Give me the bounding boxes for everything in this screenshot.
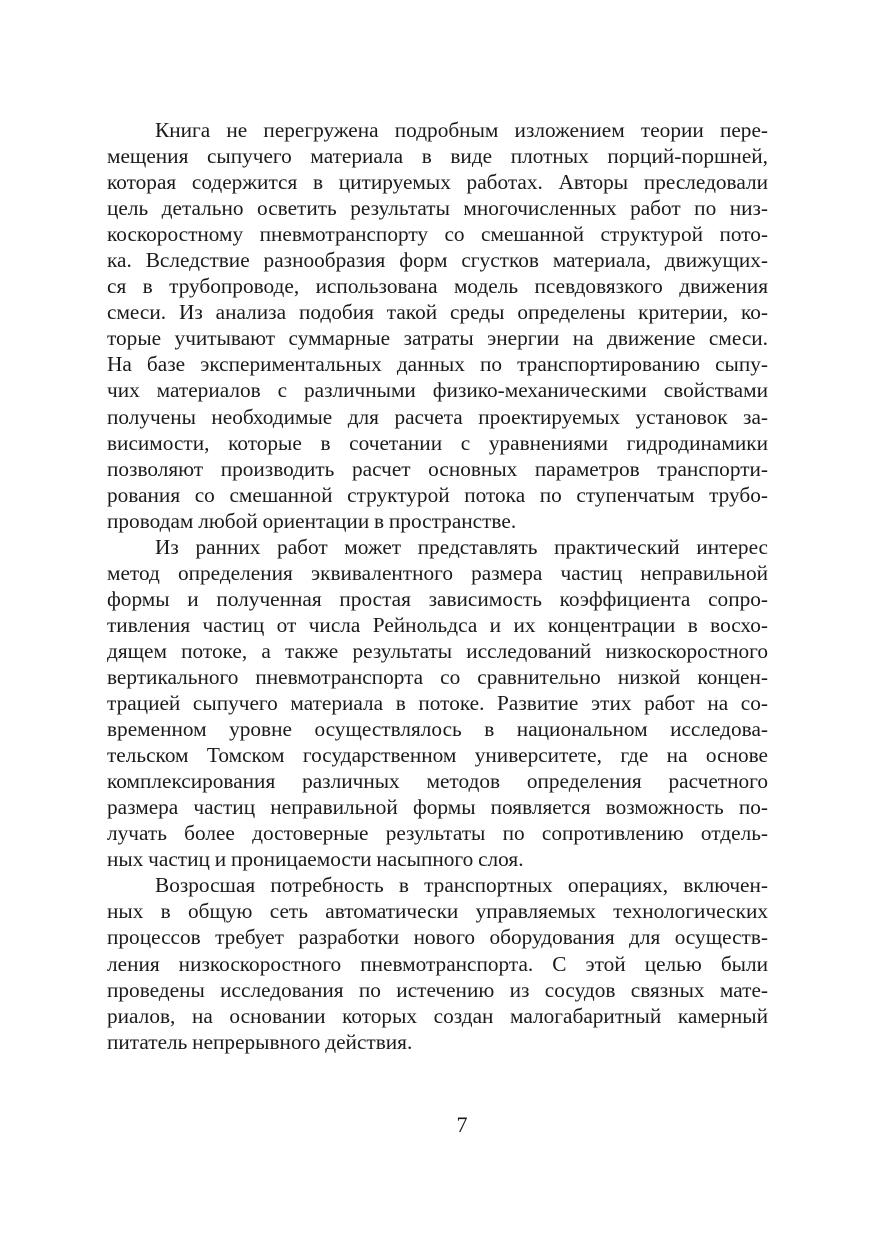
text-line: На базе экспериментальных данных по транспортированию сыпу-	[107, 352, 768, 377]
text-line: комплексирования различных методов определения расчетного	[107, 769, 768, 794]
text-line: питатель непрерывного действия.	[107, 1029, 413, 1054]
text-line: позволяют производить расчет основных параметров транспорти-	[107, 456, 768, 481]
text-line: тивления частиц от числа Рейнольдса и их концентрации в восхо-	[107, 612, 768, 637]
text-line: получены необходимые для расчета проектируемых установок за-	[107, 404, 768, 429]
text-line: риалов, на основании которых создан малогабаритный камерный	[107, 1003, 768, 1028]
text-line: смеси. Из анализа подобия такой среды определены критерии, ко-	[107, 300, 768, 325]
text-line: проводам любой ориентации в пространстве.	[107, 508, 517, 533]
text-line: Книга не перегружена подробным изложением теории пере-	[155, 118, 768, 142]
paragraph	[107, 117, 768, 534]
text-line: лучать более достоверные результаты по сопротивлению отдель-	[107, 821, 768, 846]
text-line: рования со смешанной структурой потока по ступенчатым трубо-	[107, 482, 768, 507]
text-line: формы и полученная простая зависимость коэффициента сопро-	[107, 586, 768, 611]
text-line: ных частиц и проницаемости насыпного слоя.	[107, 847, 524, 872]
text-line: проведены исследования по истечению из сосудов связных мате-	[107, 977, 768, 1002]
text-line: ных в общую сеть автоматически управляемых технологических	[107, 899, 768, 924]
text-line: тельском Томском государственном университете, где на основе	[107, 743, 768, 768]
text-line: ления низкоскоростного пневмотранспорта. С этой целью были	[107, 951, 768, 976]
text-line: вертикального пневмотранспорта со сравнительно низкой концен-	[107, 664, 768, 689]
text-line: которая содержится в цитируемых работах. Авторы преследовали	[107, 170, 768, 195]
text-line: чих материалов с различными физико-механическими свойствами	[107, 378, 768, 403]
paragraph	[107, 534, 768, 873]
text-line: трацией сыпучего материала в потоке. Развитие этих работ на со-	[107, 691, 768, 716]
text-line: висимости, которые в сочетании с уравнениями гидродинамики	[107, 430, 768, 455]
text-line: Возросшая потребность в транспортных операциях, включен-	[155, 873, 768, 898]
text-line: коскоростному пневмотранспорту со смешанной структурой пото-	[107, 222, 768, 247]
paragraph	[107, 872, 768, 1054]
text-line: дящем потоке, а также результаты исследований низкоскоростного	[107, 638, 768, 663]
body-text	[107, 117, 768, 1055]
text-line: ся в трубопроводе, использована модель псевдовязкого движения	[107, 274, 768, 299]
text-line: процессов требует разработки нового оборудования для осуществ-	[107, 925, 768, 950]
text-line: размера частиц неправильной формы появляется возможность по-	[107, 795, 768, 820]
page-number: 7	[456, 1112, 468, 1137]
text-line: торые учитывают суммарные затраты энергии на движение смеси.	[107, 326, 768, 351]
text-line: мещения сыпучего материала в виде плотных порций-поршней,	[107, 144, 768, 169]
text-line: метод определения эквивалентного размера частиц неправильной	[107, 560, 768, 585]
text-line: ка. Вследствие разнообразия форм сгустков материала, движущих-	[107, 248, 768, 273]
text-line: цель детально осветить результаты многочисленных работ по низ-	[107, 196, 768, 221]
text-line: Из ранних работ может представлять практический интерес	[155, 534, 768, 559]
text-line: временном уровне осуществлялось в национальном исследова-	[107, 717, 768, 742]
